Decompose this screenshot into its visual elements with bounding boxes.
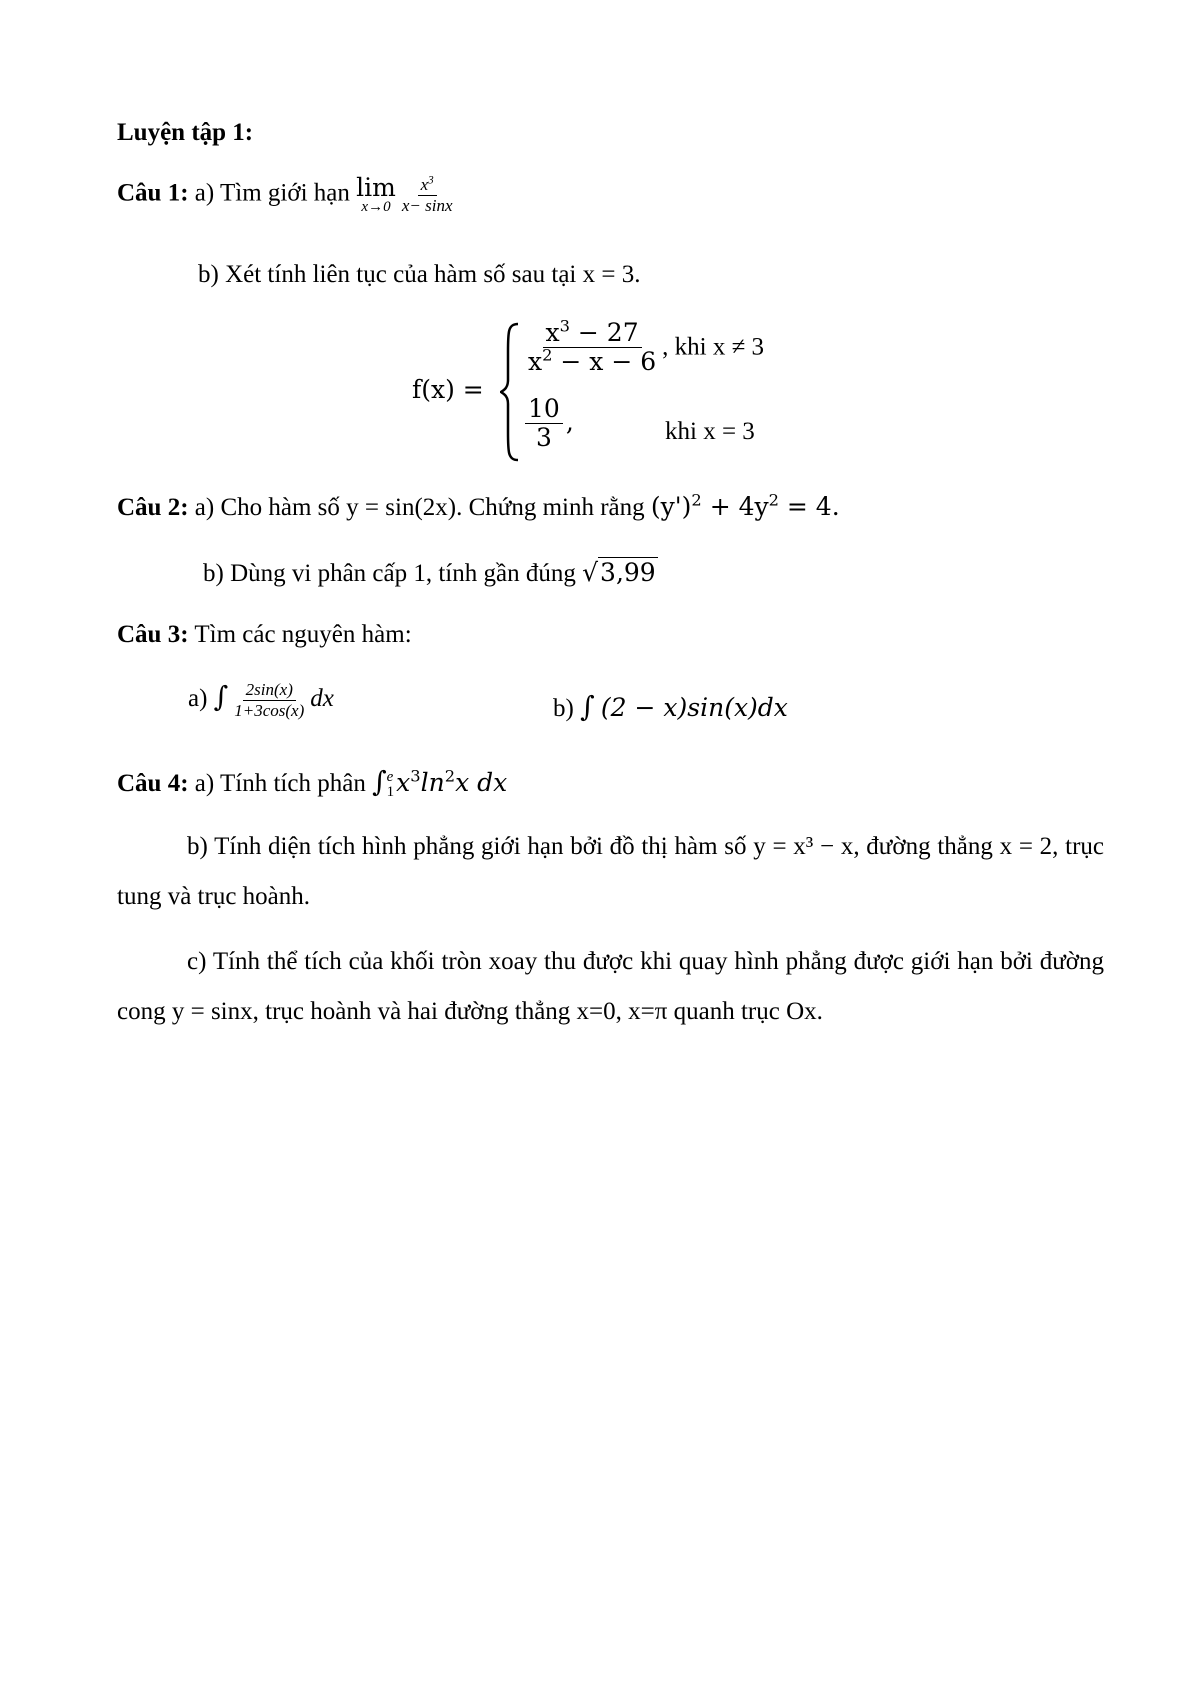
case2	[522, 396, 574, 452]
case1-den-rest: − x − 6	[552, 347, 657, 377]
q4-label: Câu 4:	[117, 770, 189, 797]
q2-a-equation	[651, 492, 840, 521]
q3-a-dx: dx	[310, 685, 334, 712]
q3-line	[117, 620, 412, 650]
q1-b-text: b) Xét tính liên tục của hàm số sau tại x = 3.	[198, 261, 641, 288]
q2-eq-exp1: 2	[691, 490, 702, 510]
q1-a-line	[117, 175, 459, 215]
case1-num-rest: − 27	[569, 318, 639, 347]
q3-a-denominator: 1+3cos(x)	[234, 700, 305, 720]
q4-a-x: x	[396, 768, 411, 797]
case2-comma: ,	[565, 407, 574, 437]
q1-a-text: a) Tìm giới hạn	[194, 179, 350, 207]
q2-eq-part1: (y')	[650, 492, 692, 521]
lim-word: lim	[356, 173, 396, 202]
case1-den-exp: 2	[542, 345, 553, 365]
q4-a-lower: 1	[386, 784, 395, 801]
q2-label: Câu 2:	[117, 494, 189, 521]
piecewise-brace	[500, 322, 522, 462]
case1-num-base: x	[545, 318, 560, 347]
q4-a-integrand	[396, 768, 507, 797]
q3-b-expression: (2 − x)sin(x)dx	[600, 693, 788, 722]
q3-b-integral-sign: ∫	[580, 690, 595, 723]
q1-a-numerator: x	[420, 174, 429, 194]
case2-numerator: 10	[525, 396, 563, 424]
q2-eq-part3: = 4.	[778, 492, 840, 521]
q2-eq-exp2: 2	[768, 490, 779, 510]
sqrt-expression	[582, 558, 658, 588]
q1-a-denominator: x− sinx	[401, 195, 453, 215]
fx-label: f(x) =	[412, 375, 484, 404]
case1-fraction	[525, 316, 659, 377]
lim-subscript: x→0	[361, 199, 391, 215]
q4-a-upper: e	[386, 769, 394, 786]
q3-b-label: b)	[553, 695, 574, 722]
q3-b-line	[553, 690, 788, 724]
case1-condition: , khi x ≠ 3	[662, 333, 765, 361]
q3-a-label: a)	[188, 685, 208, 712]
case2-condition: khi x = 3	[665, 418, 755, 445]
q3-text: Tìm các nguyên hàm:	[194, 621, 412, 648]
q3-a-numerator: 2sin(x)	[243, 681, 296, 701]
q4-a-line	[117, 765, 507, 800]
q3-a-line	[188, 680, 334, 720]
case1	[522, 316, 765, 377]
case1-den-base: x	[528, 347, 543, 377]
q3-label: Câu 3:	[117, 621, 189, 648]
page-heading: Luyện tập 1:	[117, 119, 254, 146]
q1-a-numerator-exp: 3	[428, 174, 434, 186]
q1-label: Câu 1:	[117, 179, 189, 207]
q2-b-text: b) Dùng vi phân cấp 1, tính gần đúng	[203, 560, 583, 587]
q4-a-limits	[387, 770, 395, 800]
q2-a-line	[117, 492, 840, 523]
q4-a-integral-sign: ∫	[372, 765, 387, 798]
q1-a-fraction	[399, 176, 456, 215]
case2-denominator: 3	[535, 423, 552, 453]
q4-a-text: a) Tính tích phân	[194, 770, 373, 797]
q3-a-fraction	[231, 681, 307, 720]
q2-eq-part2: + 4y	[701, 492, 769, 521]
q4-c-text: c) Tính thể tích của khối tròn xoay thu được khi quay hình phẳng được giới hạn bởi đường cong y = sinx, trục hoành và hai đường thẳng x=0, x=π quanh trục Ox.	[117, 948, 1104, 1025]
sqrt-radicand: 3,99	[600, 558, 656, 587]
q2-a-text: a) Cho hàm số y = sin(2x). Chứng minh rằng	[194, 494, 651, 521]
q4-a-rest: x dx	[455, 768, 508, 797]
sqrt-symbol: √	[582, 558, 599, 587]
q3-a-integral-sign: ∫	[213, 680, 229, 713]
limit-operator	[356, 175, 396, 215]
q2-b-line	[203, 558, 658, 589]
q4-a-ln: ln	[420, 768, 445, 797]
q4-b-text: b) Tính diện tích hình phẳng giới hạn bởi đồ thị hàm số y = x³ − x, đường thẳng x = 2, trục tung và trục hoành.	[117, 833, 1104, 910]
q4-a-ln-exp: 2	[444, 766, 456, 786]
case1-num-exp: 3	[559, 316, 570, 336]
case2-fraction	[525, 396, 563, 452]
q4-a-x-exp: 3	[410, 766, 421, 786]
